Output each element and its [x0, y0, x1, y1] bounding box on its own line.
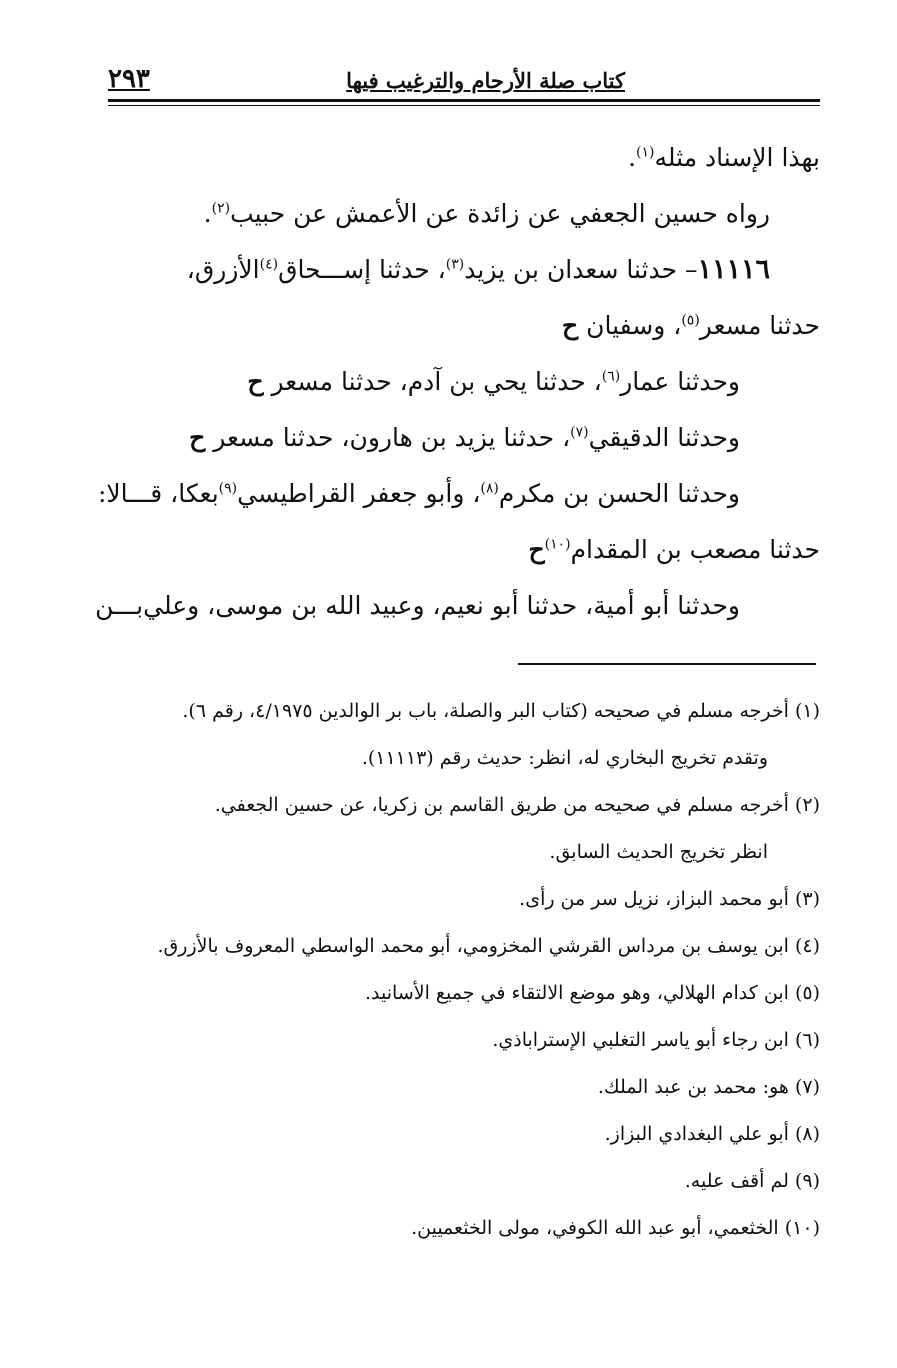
text-segment: بـــن: [95, 591, 144, 620]
footnote-1-continuation: وتقدم تخريج البخاري له، انظر: حديث رقم (١١١١٣).: [361, 747, 768, 769]
text-segment: وحدثنا عمار: [620, 367, 740, 396]
text-line-7: [97, 466, 820, 522]
footnote-8: (٨) أبو علي البغدادي البزاز.: [604, 1123, 820, 1145]
footnote-5: (٥) ابن كدام الهلالي، وهو موضع الالتقاء في جميع الأسانيد.: [365, 982, 820, 1004]
text-line-2: [108, 186, 820, 242]
text-segment: بعكا، قـــالا:: [97, 479, 219, 508]
main-text: [95, 130, 820, 634]
footnote-ref-3: (٣): [445, 256, 465, 273]
page-number: ٢٩٣: [108, 64, 150, 94]
text-segment: .: [203, 199, 212, 228]
footnote-ref-7: (٧): [570, 424, 589, 441]
footnote-ref-10: (١٠): [544, 536, 571, 553]
text-segment: .: [628, 143, 637, 172]
text-segment: ، حدثنا يحي بن آدم، حدثنا مسعر: [271, 367, 602, 396]
footnote-separator: [518, 663, 816, 665]
text-line-4: [108, 298, 820, 354]
running-title: كتاب صلة الأرحام والترغيب فيها: [346, 68, 625, 93]
text-segment: وحدثنا الحسن بن مكرم: [498, 479, 740, 508]
text-segment: رواه حسين الجعفي عن زائدة عن الأعمش عن حبيب: [230, 199, 770, 228]
running-header: [108, 62, 820, 98]
text-segment: – حدثنا سعدان بن يزيد: [464, 255, 698, 284]
text-segment: الأزرق،: [186, 255, 260, 284]
footnote-7: (٧) هو: محمد بن عبد الملك.: [597, 1076, 820, 1098]
tahwil-marker: ح: [562, 311, 579, 340]
footnote-ref-1: (١): [636, 144, 655, 161]
footnote-ref-8: (٨): [480, 480, 499, 497]
tahwil-marker: ح: [189, 423, 206, 452]
text-line-3: [108, 242, 820, 298]
footnote-ref-2: (٢): [211, 200, 231, 217]
text-segment: ، وأبو جعفر القراطيسي: [237, 479, 481, 508]
text-line-8: [108, 522, 820, 578]
hadith-number: ١١١١٦: [697, 254, 770, 285]
tahwil-marker: ح: [528, 535, 545, 564]
text-segment: ، وسفيان: [586, 311, 682, 340]
footnotes: [108, 688, 820, 1252]
text-segment: ، حدثنا إســـحاق: [278, 255, 446, 284]
header-rule-thick: [108, 99, 820, 102]
header-rule-thin: [108, 105, 820, 106]
footnote-2-continuation: انظر تخريج الحديث السابق.: [549, 841, 768, 863]
footnote-4: (٤) ابن يوسف بن مرداس القرشي المخزومي، أبو محمد الواسطي المعروف بالأزرق.: [157, 935, 820, 957]
text-segment: حدثنا مصعب بن المقدام: [570, 535, 820, 564]
text-segment: وحدثنا الدقيقي: [588, 423, 740, 452]
tahwil-marker: ح: [247, 367, 264, 396]
text-segment: وحدثنا أبو أمية، حدثنا أبو نعيم، وعبيد الله بن موسى، وعلي: [143, 591, 740, 620]
text-line-5: [108, 354, 820, 410]
footnote-ref-9: (٩): [218, 480, 238, 497]
footnote-ref-5: (٥): [681, 312, 700, 329]
footnote-ref-4: (٤): [259, 256, 279, 273]
footnote-ref-6: (٦): [601, 368, 621, 385]
footnote-1: (١) أخرجه مسلم في صحيحه (كتاب البر والصلة، باب بر الوالدين ٤/١٩٧٥، رقم ٦).: [182, 700, 820, 722]
footnote-10: (١٠) الخثعمي، أبو عبد الله الكوفي، مولى الخثعميين.: [411, 1217, 820, 1239]
text-line-9: [95, 578, 820, 634]
text-segment: ، حدثنا يزيد بن هارون، حدثنا مسعر: [213, 423, 571, 452]
text-line-6: [108, 410, 820, 466]
text-line-1: [108, 130, 820, 186]
text-segment: بهذا الإسناد مثله: [654, 143, 820, 172]
text-segment: حدثنا مسعر: [699, 311, 820, 340]
footnote-3: (٣) أبو محمد البزاز، نزيل سر من رأى.: [519, 888, 820, 910]
footnote-2: (٢) أخرجه مسلم في صحيحه من طريق القاسم بن زكريا، عن حسين الجعفي.: [214, 794, 820, 816]
footnote-9: (٩) لم أقف عليه.: [684, 1170, 820, 1192]
footnote-6: (٦) ابن رجاء أبو ياسر التغلبي الإستراباذي.: [492, 1029, 820, 1051]
